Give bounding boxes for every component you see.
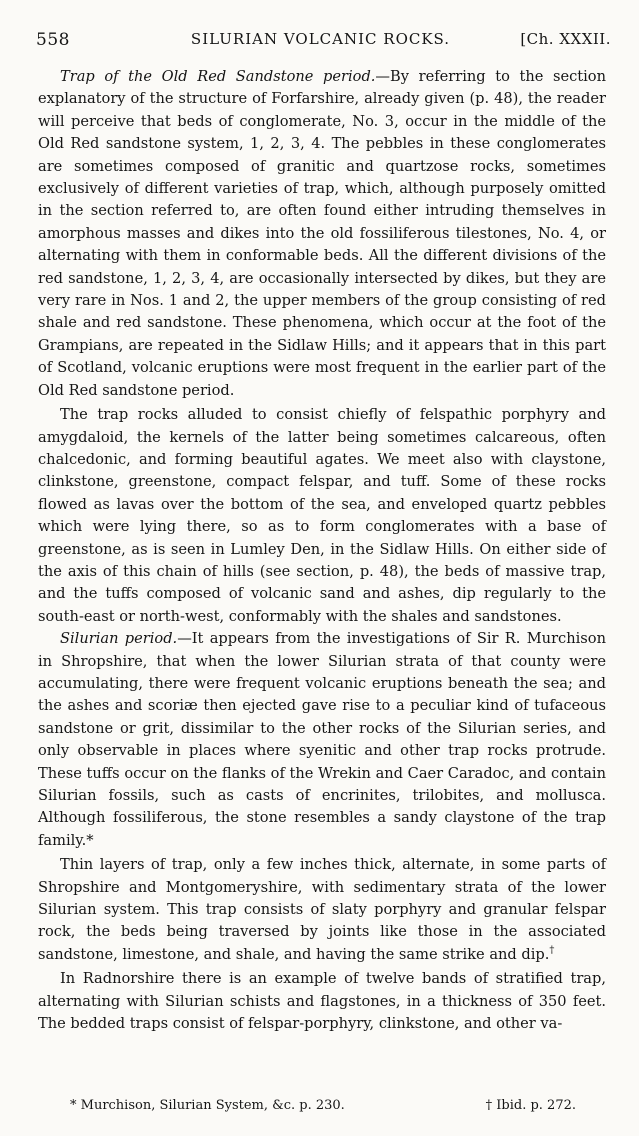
footnote-marker: * xyxy=(86,831,94,849)
paragraph-old-red-trap xyxy=(38,66,606,402)
paragraph-text: In Radnorshire there is an example of twelve bands of stratified trap, alternating with Silurian schists and flagstones, in a thickness of 350 feet. The bedded traps consist of felspar-porphyry, clinkstone, and other va- xyxy=(38,970,606,1033)
paragraph-text: —By referring to the section explanatory of the structure of Forfarshire, already given (p. 48), the reader will perceive that beds of conglomerate, No. 3, occur in the middle of the Old Red sandstone system, 1, 2, 3, 4. The pebbles in these conglomerates are sometimes composed of granitic and quartzose rocks, sometimes exclusively of different varieties of trap, which, although purposely omitted in the section referred to, are often found either intruding themselves in amorphous masses and dikes into the old fossiliferous tilestones, No. 4, or alternating with them in conformable beds. All the different divisions of the red sandstone, 1, 2, 3, 4, are occasionally intersected by dikes, but they are very rare in Nos. 1 and 2, the upper members of the group consisting of red shale and red sandstone. These phenomena, which occur at the foot of the Grampians, are repeated in the Sidlaw Hills; and it appears that in this part of Scotland, volcanic eruptions were most frequent in the earlier part of the Old Red sandstone period. xyxy=(38,68,606,399)
paragraph-text: The trap rocks alluded to consist chiefly of felspathic porphyry and amygdaloid, the kernels of the latter being sometimes calcareous, often chalcedonic, and forming beautiful agates. We meet also with claystone, clinkstone, greenstone, compact felspar, and tuff. Some of these rocks flowed as lavas over the bottom of the sea, and enveloped quartz pebbles which were lying there, so as to form conglomerates with a base of greenstone, as is seen in Lumley Den, in the Sidlaw Hills. On either side of the axis of this chain of hills (see section, p. 48), the beds of massive trap, and the tuffs composed of volcanic sand and ashes, dip regularly to the south-east or north-west, conformably with the shales and sandstones. xyxy=(38,406,606,625)
footnote-marker: † xyxy=(549,944,555,956)
chapter-marker: [Ch. XXXII. xyxy=(520,30,611,48)
section-lead: Trap of the Old Red Sandstone period. xyxy=(60,68,376,85)
running-head xyxy=(30,30,611,54)
paragraph-text: Thin layers of trap, only a few inches thick, alternate, in some parts of Shropshire and Montgomeryshire, with sedimentary strata of the lower Silurian system. This trap consists of slaty porphyry and granular felspar rock, the beds being traversed by joints like those in the associated sandstone, limestone, and shale, and having the same strike and dip. xyxy=(38,856,606,963)
footnote-murchison: * Murchison, Silurian System, &c. p. 230. xyxy=(70,1098,345,1113)
body-text xyxy=(38,66,606,1035)
footnotes xyxy=(38,1098,606,1122)
paragraph-thin-layers xyxy=(38,854,606,966)
section-lead: Silurian period. xyxy=(60,630,178,648)
footnote-ibid: † Ibid. p. 272. xyxy=(485,1098,576,1113)
page-number: 558 xyxy=(36,30,70,50)
running-title: SILURIAN VOLCANIC ROCKS. xyxy=(190,30,451,48)
paragraph-trap-rocks xyxy=(38,404,606,628)
paragraph-radnorshire xyxy=(38,968,606,1035)
paragraph-silurian-period xyxy=(38,628,606,852)
paragraph-text: —It appears from the investigations of Sir R. Murchison in Shropshire, that when the lower Silurian strata of that county were accumulating, there were frequent volcanic eruptions beneath the sea; and the ashes and scoriæ then ejected gave rise to a peculiar kind of tufaceous sandstone or grit, dissimilar to the other rocks of the Silurian series, and only observable in places where syenitic and other trap rocks protrude. These tuffs occur on the flanks of the Wrekin and Caer Caradoc, and contain Silurian fossils, such as casts of encrinites, trilobites, and mollusca. Although fossiliferous, the stone resembles a sandy claystone of the trap family. xyxy=(38,630,606,849)
